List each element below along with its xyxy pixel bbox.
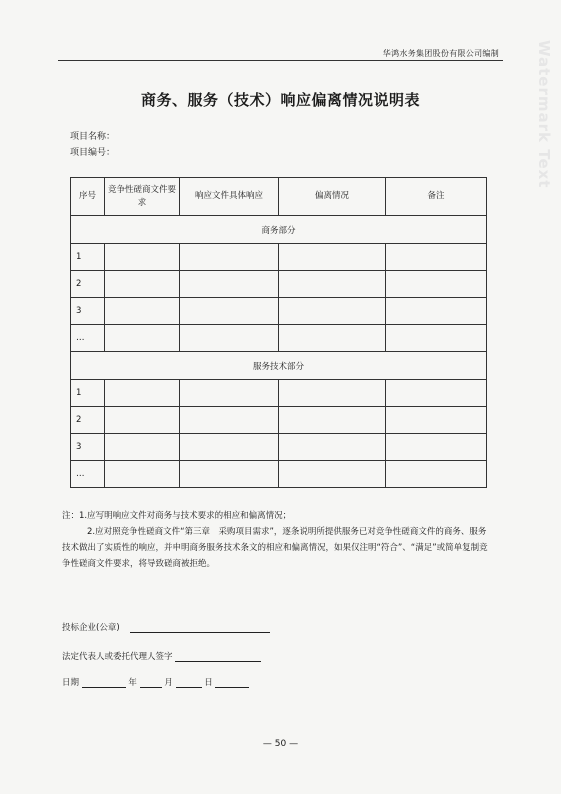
table-row (71, 461, 487, 488)
row-index: 3 (71, 434, 105, 461)
table-cell (180, 325, 279, 352)
table-row (71, 298, 487, 325)
row-index: 2 (71, 407, 105, 434)
table-cell (180, 434, 279, 461)
table-cell (279, 407, 386, 434)
col-header-remarks: 备注 (386, 178, 487, 216)
row-index: … (71, 461, 105, 488)
table-row (71, 325, 487, 352)
date-line (62, 676, 249, 688)
notes (62, 508, 491, 572)
table-cell (105, 298, 180, 325)
date-trailing-line (215, 677, 249, 688)
table-cell (279, 271, 386, 298)
project-name-label: 项目名称： (70, 132, 116, 142)
table-cell (180, 298, 279, 325)
table-cell (105, 407, 180, 434)
table-cell (386, 244, 487, 271)
col-header-requirement: 竞争性磋商文件要求 (105, 178, 180, 216)
page-title: 商务、服务（技术）响应偏离情况说明表 (140, 91, 420, 109)
date-year-field[interactable] (82, 677, 126, 688)
row-index: 2 (71, 271, 105, 298)
bidder-seal-field[interactable] (130, 622, 270, 633)
table-cell (279, 380, 386, 407)
representative-signature-field[interactable] (175, 651, 261, 662)
table-cell (180, 380, 279, 407)
table-cell (180, 244, 279, 271)
table-cell (279, 298, 386, 325)
section-label: 商务部分 (71, 216, 487, 244)
table-cell (386, 325, 487, 352)
table-cell (105, 461, 180, 488)
representative-label: 法定代表人或委托代理人签字 (62, 652, 173, 662)
representative-signature-line (62, 650, 261, 662)
row-index: … (71, 325, 105, 352)
section-row-business (71, 216, 487, 244)
note-2: 2.应对照竞争性磋商文件“第三章 采购项目需求”，逐条说明所提供服务已对竞争性磋商文件的商务、服务技术做出了实质性的响应，并申明商务服务技术条文的相应和偏离情况，如果仅注明“符合”、“满足”或简单复制竞争性磋商文件要求，将导致磋商被拒绝。 (62, 527, 488, 569)
col-header-deviation: 偏离情况 (279, 178, 386, 216)
table-cell (386, 271, 487, 298)
col-header-index: 序号 (71, 178, 105, 216)
table-row (71, 434, 487, 461)
table-header-row (71, 178, 487, 216)
month-label: 月 (164, 678, 173, 688)
table-cell (386, 434, 487, 461)
section-row-service (71, 352, 487, 380)
day-label: 日 (204, 678, 213, 688)
table-row (71, 380, 487, 407)
table-row (71, 244, 487, 271)
table-cell (279, 434, 386, 461)
date-month-field[interactable] (140, 677, 162, 688)
col-header-response: 响应文件具体响应 (180, 178, 279, 216)
year-label: 年 (128, 678, 137, 688)
date-day-field[interactable] (176, 677, 202, 688)
table-cell (105, 325, 180, 352)
table-cell (180, 271, 279, 298)
row-index: 1 (71, 244, 105, 271)
table-cell (105, 380, 180, 407)
bidder-label: 投标企业(公章) (62, 623, 120, 633)
table-cell (386, 461, 487, 488)
date-label: 日期 (62, 678, 80, 688)
table-cell (386, 298, 487, 325)
table-cell (180, 407, 279, 434)
table-row (71, 271, 487, 298)
row-index: 3 (71, 298, 105, 325)
note-1: 注：1.应写明响应文件对商务与技术要求的相应和偏离情况； (62, 511, 292, 521)
table-cell (105, 434, 180, 461)
page-number: — 50 — (262, 739, 299, 749)
table-cell (279, 244, 386, 271)
table-cell (386, 380, 487, 407)
project-code-label: 项目编号： (70, 148, 116, 158)
watermark: Watermark Text (535, 40, 553, 189)
table-row (71, 407, 487, 434)
section-label: 服务技术部分 (71, 352, 487, 380)
table-cell (279, 325, 386, 352)
table-cell (386, 407, 487, 434)
row-index: 1 (71, 380, 105, 407)
table-cell (279, 461, 386, 488)
header-rule (58, 60, 503, 61)
table-cell (180, 461, 279, 488)
bidder-seal-line (62, 621, 270, 633)
table-cell (105, 271, 180, 298)
table-cell (105, 244, 180, 271)
deviation-table (70, 177, 487, 488)
page-header: 华鸿水务集团股份有限公司编制 (382, 49, 499, 58)
